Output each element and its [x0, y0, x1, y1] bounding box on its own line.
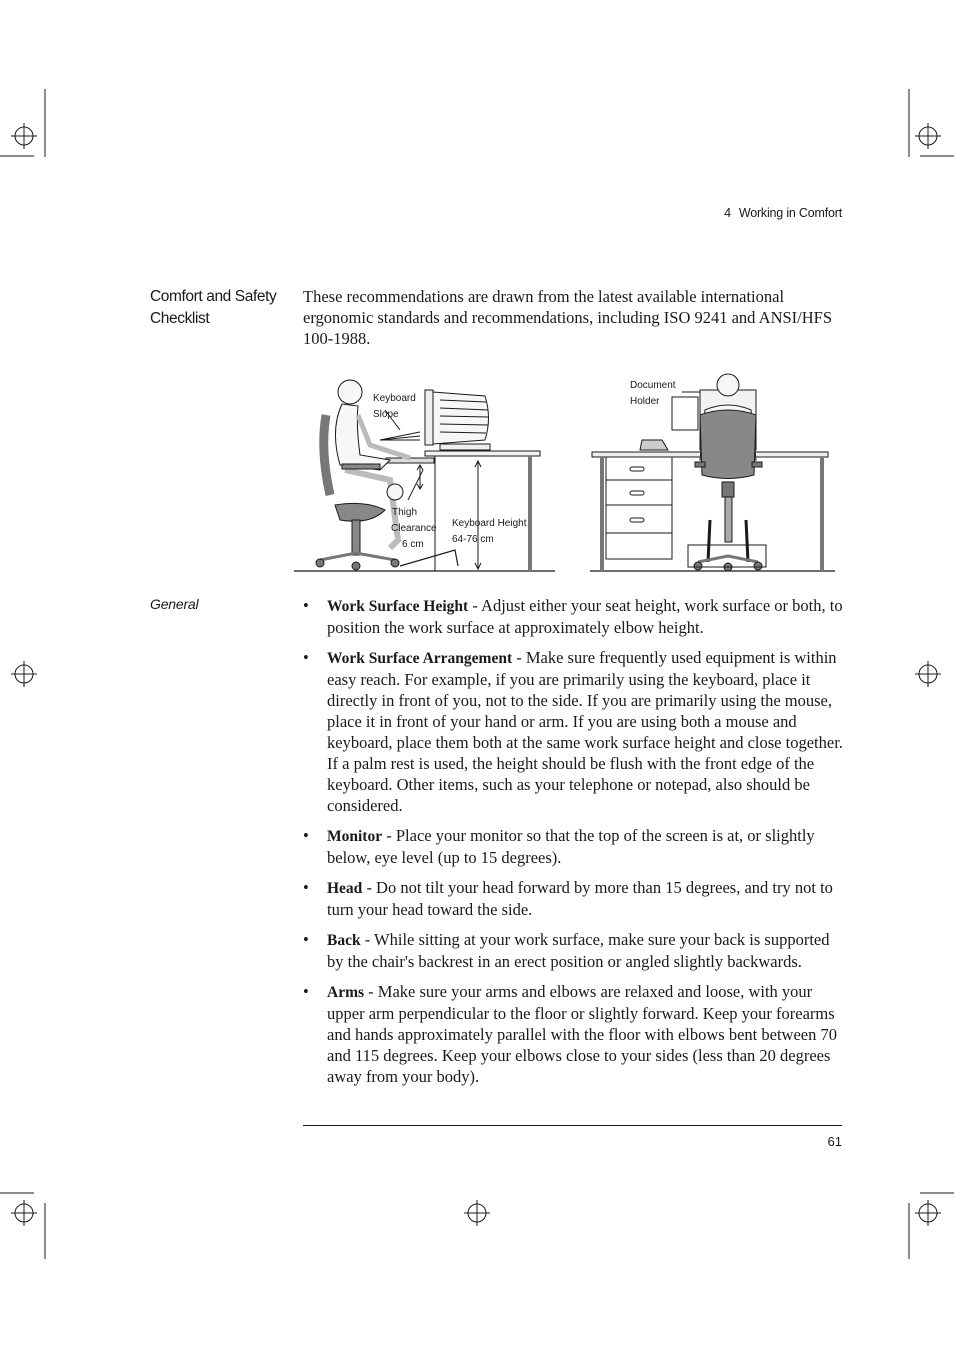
- ergonomic-workstation-illustration: [290, 370, 840, 576]
- item-term: Head: [327, 880, 363, 897]
- list-item: • Work Surface Arrangement - Make sure frequently used equipment is within easy reach. For example, if you are primarily using the keyboard, place it directly in front of you, not to the side. If you are primarily using the mouse, place it in front of your hand or arm. If you are using both a mouse and keyboard, place them both at the same work surface height and close together. If a palm rest is used, the height should be flush with the front edge of the keyboard. Other items, such as your telephone or notepad, also should be considered.: [303, 648, 843, 815]
- crop-mark-top-right: [894, 85, 954, 165]
- section-heading: Comfort and Safety Checklist: [150, 288, 277, 327]
- registration-mark-left: [8, 658, 42, 692]
- list-item: • Back - While sitting at your work surface, make sure your back is supported by the chair's backrest in an erect position or angled slightly backwards.: [303, 930, 830, 971]
- item-text: - Adjust either your seat height, work surface or both, to position the work surface at approximately elbow height.: [327, 596, 843, 637]
- chapter-title: Working in Comfort: [738, 206, 842, 220]
- list-item: • Monitor - Place your monitor so that the top of the screen is at, or slightly below, eye level (up to 15 degrees).: [303, 826, 815, 867]
- item-text: - Do not tilt your head forward by more than 15 degrees, and try not to turn your head toward the side.: [327, 878, 833, 919]
- label-keyboard-slope-2: Slope: [373, 409, 399, 420]
- list-item: • Head - Do not tilt your head forward by more than 15 degrees, and try not to turn your head toward the side.: [303, 878, 833, 919]
- chapter-number: 4: [724, 206, 731, 220]
- footer-rule: [303, 1125, 842, 1126]
- item-term: Arms: [327, 984, 365, 1001]
- crop-mark-bottom-right: [894, 1185, 954, 1265]
- label-document-holder-1: Document: [630, 380, 676, 391]
- label-keyboard-slope-1: Keyboard: [373, 393, 416, 404]
- list-item: • Work Surface Height - Adjust either your seat height, work surface or both, to position the work surface at approximately elbow height.: [303, 596, 843, 637]
- item-term: Work Surface Arrangement: [327, 650, 513, 667]
- subsection-label-general: General: [150, 596, 199, 612]
- label-keyboard-height-2: 64-76 cm: [452, 534, 494, 545]
- registration-mark-right: [912, 658, 946, 692]
- intro-paragraph: These recommendations are drawn from the latest available international ergonomic standards and recommendations, including ISO 9241 and ANSI/HFS 100-1988.: [303, 287, 833, 348]
- list-item: • Arms - Make sure your arms and elbows are relaxed and loose, with your upper arm perpendicular to the floor or slightly forward. Keep your forearms and hands approximately parallel with the floor with elbows bent between 70 and 115 degrees. Keep your elbows close to your sides (less than 20 degrees away from your body).: [303, 982, 837, 1086]
- running-header: [700, 206, 842, 220]
- label-thigh-clearance-3: 6 cm: [402, 539, 424, 550]
- page-number: 61: [827, 1134, 842, 1149]
- item-term: Monitor: [327, 828, 383, 845]
- item-text: - Make sure frequently used equipment is within easy reach. For example, if you are primarily using the keyboard, place it directly in front of you, not to the side. If you are primarily using the mouse, place it in front of your hand or arm. If you are using both a mouse and keyboard, place them both at the same work surface height and close together. If a palm rest is used, the height should be flush with the front edge of the keyboard. Other items, such as your telephone or notepad, also should be considered.: [327, 648, 843, 815]
- item-term: Back: [327, 932, 361, 949]
- label-thigh-clearance-1: Thigh: [392, 507, 418, 518]
- registration-mark-bottom-center: [461, 1197, 495, 1231]
- checklist: [303, 595, 848, 1096]
- item-text: - While sitting at your work surface, make sure your back is supported by the chair's backrest in an erect position or angled slightly backwards.: [327, 930, 830, 971]
- crop-mark-top-left: [0, 85, 60, 165]
- item-text: - Place your monitor so that the top of the screen is at, or slightly below, eye level (up to 15 degrees).: [327, 826, 815, 867]
- item-text: - Make sure your arms and elbows are relaxed and loose, with your upper arm perpendicular to the floor or slightly forward. Keep your forearms and hands approximately parallel with the floor with elbows bent between 70 and 115 degrees. Keep your elbows close to your sides (less than 20 degrees away from your body).: [327, 982, 837, 1086]
- label-document-holder-2: Holder: [630, 396, 660, 407]
- crop-mark-bottom-left: [0, 1185, 60, 1265]
- label-keyboard-height-1: Keyboard Height: [452, 518, 527, 529]
- item-term: Work Surface Height: [327, 598, 469, 615]
- label-thigh-clearance-2: Clearance: [391, 523, 437, 534]
